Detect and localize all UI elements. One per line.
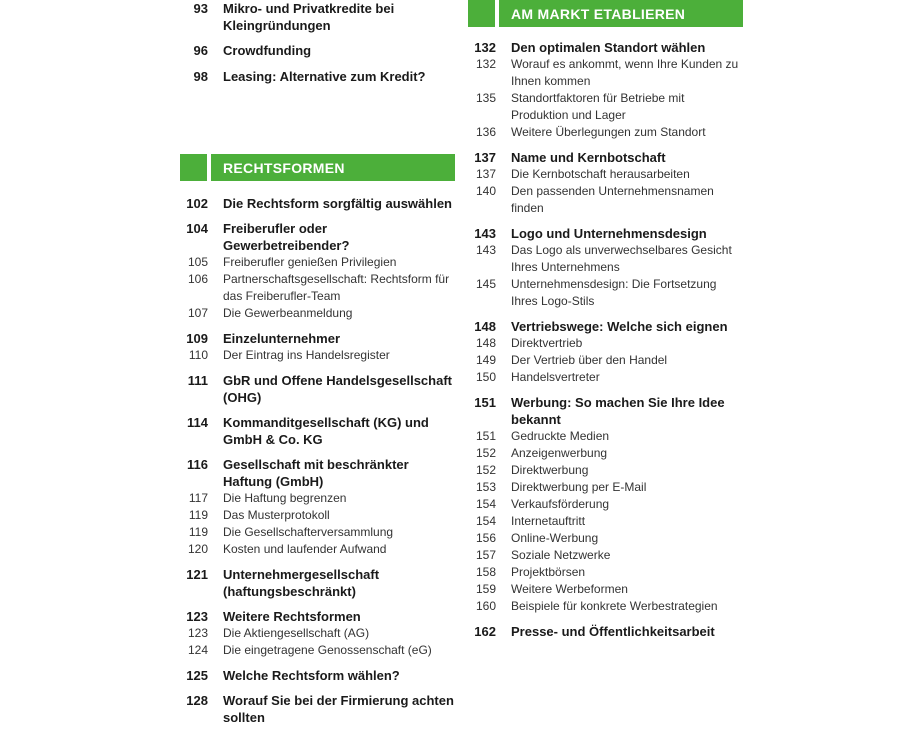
toc-subpage-number: 136 bbox=[475, 125, 496, 139]
toc-subentry[interactable] bbox=[468, 335, 743, 352]
toc-subentry[interactable] bbox=[468, 564, 743, 581]
toc-subsection-title: Worauf es ankommt, wenn Ihre Kunden zu Ihnen kommen bbox=[511, 57, 739, 88]
toc-subpage-number: 132 bbox=[475, 57, 496, 71]
toc-subsection-title: Direktwerbung per E-Mail bbox=[511, 480, 647, 494]
toc-subpage-number: 140 bbox=[475, 184, 496, 198]
toc-page-number: 125 bbox=[186, 668, 208, 683]
toc-entry[interactable] bbox=[180, 456, 455, 558]
toc-entry[interactable] bbox=[180, 68, 455, 85]
toc-subsection-title: Standortfaktoren für Betriebe mit Produktion und Lager bbox=[511, 91, 685, 122]
toc-subentry[interactable] bbox=[468, 598, 743, 615]
toc-entry[interactable] bbox=[180, 608, 455, 659]
toc-subpage-number: 153 bbox=[475, 480, 496, 494]
toc-subsection-title: Partnerschaftsgesellschaft: Rechtsform für das Freiberufler-Team bbox=[223, 272, 450, 303]
toc-chapter-title: Den optimalen Standort wählen bbox=[511, 40, 706, 55]
toc-subentry[interactable] bbox=[468, 581, 743, 598]
toc-subentry[interactable] bbox=[468, 183, 743, 217]
toc-chapter-title: Freiberufler oder Gewerbetreibender? bbox=[223, 221, 350, 253]
toc-subsection-title: Internetauftritt bbox=[511, 514, 586, 528]
toc-subsection-title: Verkaufsförderung bbox=[511, 497, 610, 511]
toc-subpage-number: 110 bbox=[188, 348, 208, 362]
toc-subpage-number: 123 bbox=[187, 626, 208, 640]
toc-chapter-title: Worauf Sie bei der Firmierung achten sollten bbox=[223, 693, 454, 725]
toc-entry[interactable] bbox=[468, 225, 743, 310]
toc-subentry[interactable] bbox=[180, 271, 455, 305]
toc-subsection-title: Die Haftung begrenzen bbox=[223, 491, 347, 505]
toc-entry[interactable] bbox=[180, 330, 455, 364]
toc-subsection-title: Weitere Überlegungen zum Standort bbox=[511, 125, 706, 139]
toc-chapter-title: Werbung: So machen Sie Ihre Idee bekannt bbox=[511, 395, 725, 427]
toc-subentry[interactable] bbox=[468, 513, 743, 530]
toc-page-number: 109 bbox=[186, 331, 208, 346]
toc-subentry[interactable] bbox=[468, 496, 743, 513]
toc-subsection-title: Online-Werbung bbox=[511, 531, 599, 545]
toc-subsection-title: Die Kernbotschaft herausarbeiten bbox=[511, 167, 690, 181]
toc-page-number: 93 bbox=[193, 1, 208, 16]
toc-entry[interactable] bbox=[468, 39, 743, 141]
toc-entry[interactable] bbox=[468, 149, 743, 217]
toc-page-number: 98 bbox=[193, 69, 208, 84]
section-header-am-markt-etablieren bbox=[468, 0, 743, 27]
toc-subpage-number: 156 bbox=[475, 531, 496, 545]
toc-subpage-number: 160 bbox=[475, 599, 496, 613]
toc-page-number: 128 bbox=[186, 693, 208, 708]
toc-page-number: 162 bbox=[474, 624, 496, 639]
toc-subentry[interactable] bbox=[468, 90, 743, 124]
toc-entry[interactable] bbox=[180, 0, 455, 34]
toc-subpage-number: 154 bbox=[475, 497, 496, 511]
toc-chapter-title: Gesellschaft mit beschränkter Haftung (GmbH) bbox=[223, 457, 409, 489]
toc-chapter-title: Unternehmergesellschaft (haftungsbeschränkt) bbox=[223, 567, 380, 599]
toc-subsection-title: Die eingetragene Genossenschaft (eG) bbox=[223, 643, 432, 657]
toc-subentry[interactable] bbox=[468, 242, 743, 276]
section-title: RECHTSFORMEN bbox=[211, 154, 455, 181]
toc-subentry[interactable] bbox=[468, 530, 743, 547]
toc-page-number: 116 bbox=[187, 457, 208, 472]
toc-entry[interactable] bbox=[180, 566, 455, 600]
toc-page-number: 137 bbox=[474, 150, 496, 165]
toc-subentry[interactable] bbox=[468, 56, 743, 90]
toc-entry[interactable] bbox=[468, 623, 743, 640]
toc-chapter-title: Die Rechtsform sorgfältig auswählen bbox=[223, 196, 452, 211]
toc-entry[interactable] bbox=[180, 667, 455, 684]
toc-subentry[interactable] bbox=[468, 124, 743, 141]
toc-subsection-title: Handelsvertreter bbox=[511, 370, 600, 384]
toc-chapter-title: Name und Kernbotschaft bbox=[511, 150, 666, 165]
toc-subpage-number: 149 bbox=[475, 353, 496, 367]
toc-subentry[interactable] bbox=[468, 445, 743, 462]
toc-chapter-title: Leasing: Alternative zum Kredit? bbox=[223, 69, 426, 84]
toc-chapter-title: Welche Rechtsform wählen? bbox=[223, 668, 400, 683]
toc-subsection-title: Das Musterprotokoll bbox=[223, 508, 330, 522]
toc-subentry[interactable] bbox=[468, 352, 743, 369]
toc-chapter-title: GbR und Offene Handelsgesellschaft (OHG) bbox=[223, 373, 452, 405]
toc-subentry[interactable] bbox=[180, 305, 455, 322]
toc-subsection-title: Soziale Netzwerke bbox=[511, 548, 611, 562]
toc-page-number: 111 bbox=[187, 373, 208, 388]
toc-subsection-title: Das Logo als unverwechselbares Gesicht Ihres Unternehmens bbox=[511, 243, 732, 274]
toc-subpage-number: 157 bbox=[475, 548, 496, 562]
toc-subsection-title: Direktvertrieb bbox=[511, 336, 583, 350]
toc-entry[interactable] bbox=[180, 372, 455, 406]
toc-subsection-title: Gedruckte Medien bbox=[511, 429, 610, 443]
toc-page-number: 148 bbox=[474, 319, 496, 334]
toc-subpage-number: 119 bbox=[188, 525, 208, 539]
toc-entry[interactable] bbox=[468, 394, 743, 615]
toc-chapter-title: Vertriebswege: Welche sich eignen bbox=[511, 319, 728, 334]
toc-subpage-number: 120 bbox=[187, 542, 208, 556]
toc-subsection-title: Anzeigenwerbung bbox=[511, 446, 608, 460]
toc-entry[interactable] bbox=[180, 692, 455, 726]
toc-subsection-title: Freiberufler genießen Privilegien bbox=[223, 255, 397, 269]
toc-subentry[interactable] bbox=[180, 254, 455, 271]
toc-subpage-number: 143 bbox=[475, 243, 496, 257]
toc-subsection-title: Direktwerbung bbox=[511, 463, 589, 477]
toc-subpage-number: 145 bbox=[475, 277, 496, 291]
toc-subsection-title: Weitere Werbeformen bbox=[511, 582, 628, 596]
toc-subentry[interactable] bbox=[468, 479, 743, 496]
toc-page-number: 151 bbox=[474, 395, 496, 410]
toc-left-column bbox=[180, 0, 455, 726]
toc-subpage-number: 105 bbox=[187, 255, 208, 269]
toc-subsection-title: Beispiele für konkrete Werbestrategien bbox=[511, 599, 718, 613]
toc-chapter-title: Presse- und Öffentlichkeitsarbeit bbox=[511, 624, 715, 639]
toc-subpage-number: 117 bbox=[188, 491, 208, 505]
toc-entry[interactable] bbox=[180, 220, 455, 322]
section-header-rechtsformen bbox=[180, 154, 455, 181]
toc-page-number: 143 bbox=[474, 226, 496, 241]
toc-right-column bbox=[468, 0, 743, 640]
section-tab-marker bbox=[180, 154, 207, 181]
toc-subsection-title: Der Vertrieb über den Handel bbox=[511, 353, 668, 367]
toc-page-number: 114 bbox=[187, 415, 208, 430]
toc-subpage-number: 119 bbox=[188, 508, 208, 522]
toc-subpage-number: 106 bbox=[187, 272, 208, 286]
toc-subpage-number: 135 bbox=[475, 91, 496, 105]
toc-chapter-title: Logo und Unternehmensdesign bbox=[511, 226, 707, 241]
toc-subentry[interactable] bbox=[180, 507, 455, 524]
toc-subentry[interactable] bbox=[468, 428, 743, 445]
toc-entry[interactable] bbox=[180, 42, 455, 59]
toc-subentry[interactable] bbox=[468, 166, 743, 183]
toc-subentry[interactable] bbox=[180, 625, 455, 642]
toc-subpage-number: 158 bbox=[475, 565, 496, 579]
toc-subentry[interactable] bbox=[468, 462, 743, 479]
toc-subsection-title: Unternehmensdesign: Die Fortsetzung Ihres Logo-Stils bbox=[511, 277, 717, 308]
toc-subsection-title: Projektbörsen bbox=[511, 565, 586, 579]
toc-subentry[interactable] bbox=[468, 369, 743, 386]
toc-chapter-title: Kommanditgesellschaft (KG) und GmbH & Co. KG bbox=[223, 415, 429, 447]
toc-entry[interactable] bbox=[468, 318, 743, 386]
toc-chapter-title: Weitere Rechtsformen bbox=[223, 609, 361, 624]
toc-subsection-title: Die Aktiengesellschaft (AG) bbox=[223, 626, 370, 640]
toc-subentry[interactable] bbox=[180, 642, 455, 659]
toc-subentry[interactable] bbox=[180, 347, 455, 364]
toc-subpage-number: 151 bbox=[475, 429, 496, 443]
toc-subsection-title: Die Gewerbeanmeldung bbox=[223, 306, 353, 320]
section-title: AM MARKT ETABLIEREN bbox=[499, 0, 743, 27]
toc-subpage-number: 150 bbox=[475, 370, 496, 384]
toc-subsection-title: Der Eintrag ins Handelsregister bbox=[223, 348, 390, 362]
toc-subpage-number: 152 bbox=[475, 446, 496, 460]
toc-subpage-number: 154 bbox=[475, 514, 496, 528]
toc-subpage-number: 159 bbox=[475, 582, 496, 596]
toc-subentry[interactable] bbox=[180, 490, 455, 507]
toc-page-number: 104 bbox=[186, 221, 208, 236]
section-tab-marker bbox=[468, 0, 495, 27]
toc-entry[interactable] bbox=[180, 195, 455, 212]
toc-page-number: 123 bbox=[186, 609, 208, 624]
toc-subpage-number: 107 bbox=[187, 306, 208, 320]
toc-subsection-title: Den passenden Unternehmensnamen finden bbox=[511, 184, 714, 215]
toc-chapter-title: Crowdfunding bbox=[223, 43, 312, 58]
toc-chapter-title: Einzelunternehmer bbox=[223, 331, 341, 346]
toc-subentry[interactable] bbox=[180, 524, 455, 541]
toc-subsection-title: Kosten und laufender Aufwand bbox=[223, 542, 387, 556]
toc-subpage-number: 124 bbox=[187, 643, 208, 657]
toc-subsection-title: Die Gesellschafterversammlung bbox=[223, 525, 394, 539]
toc-subentry[interactable] bbox=[468, 276, 743, 310]
toc-entry[interactable] bbox=[180, 414, 455, 448]
toc-subpage-number: 137 bbox=[475, 167, 496, 181]
toc-page-number: 102 bbox=[186, 196, 208, 211]
toc-subpage-number: 148 bbox=[475, 336, 496, 350]
toc-subentry[interactable] bbox=[180, 541, 455, 558]
toc-page-number: 132 bbox=[474, 40, 496, 55]
toc-page-number: 96 bbox=[193, 43, 208, 58]
toc-chapter-title: Mikro- und Privatkredite bei Kleingründungen bbox=[223, 1, 395, 33]
toc-subpage-number: 152 bbox=[475, 463, 496, 477]
toc-page-number: 121 bbox=[186, 567, 208, 582]
toc-subentry[interactable] bbox=[468, 547, 743, 564]
